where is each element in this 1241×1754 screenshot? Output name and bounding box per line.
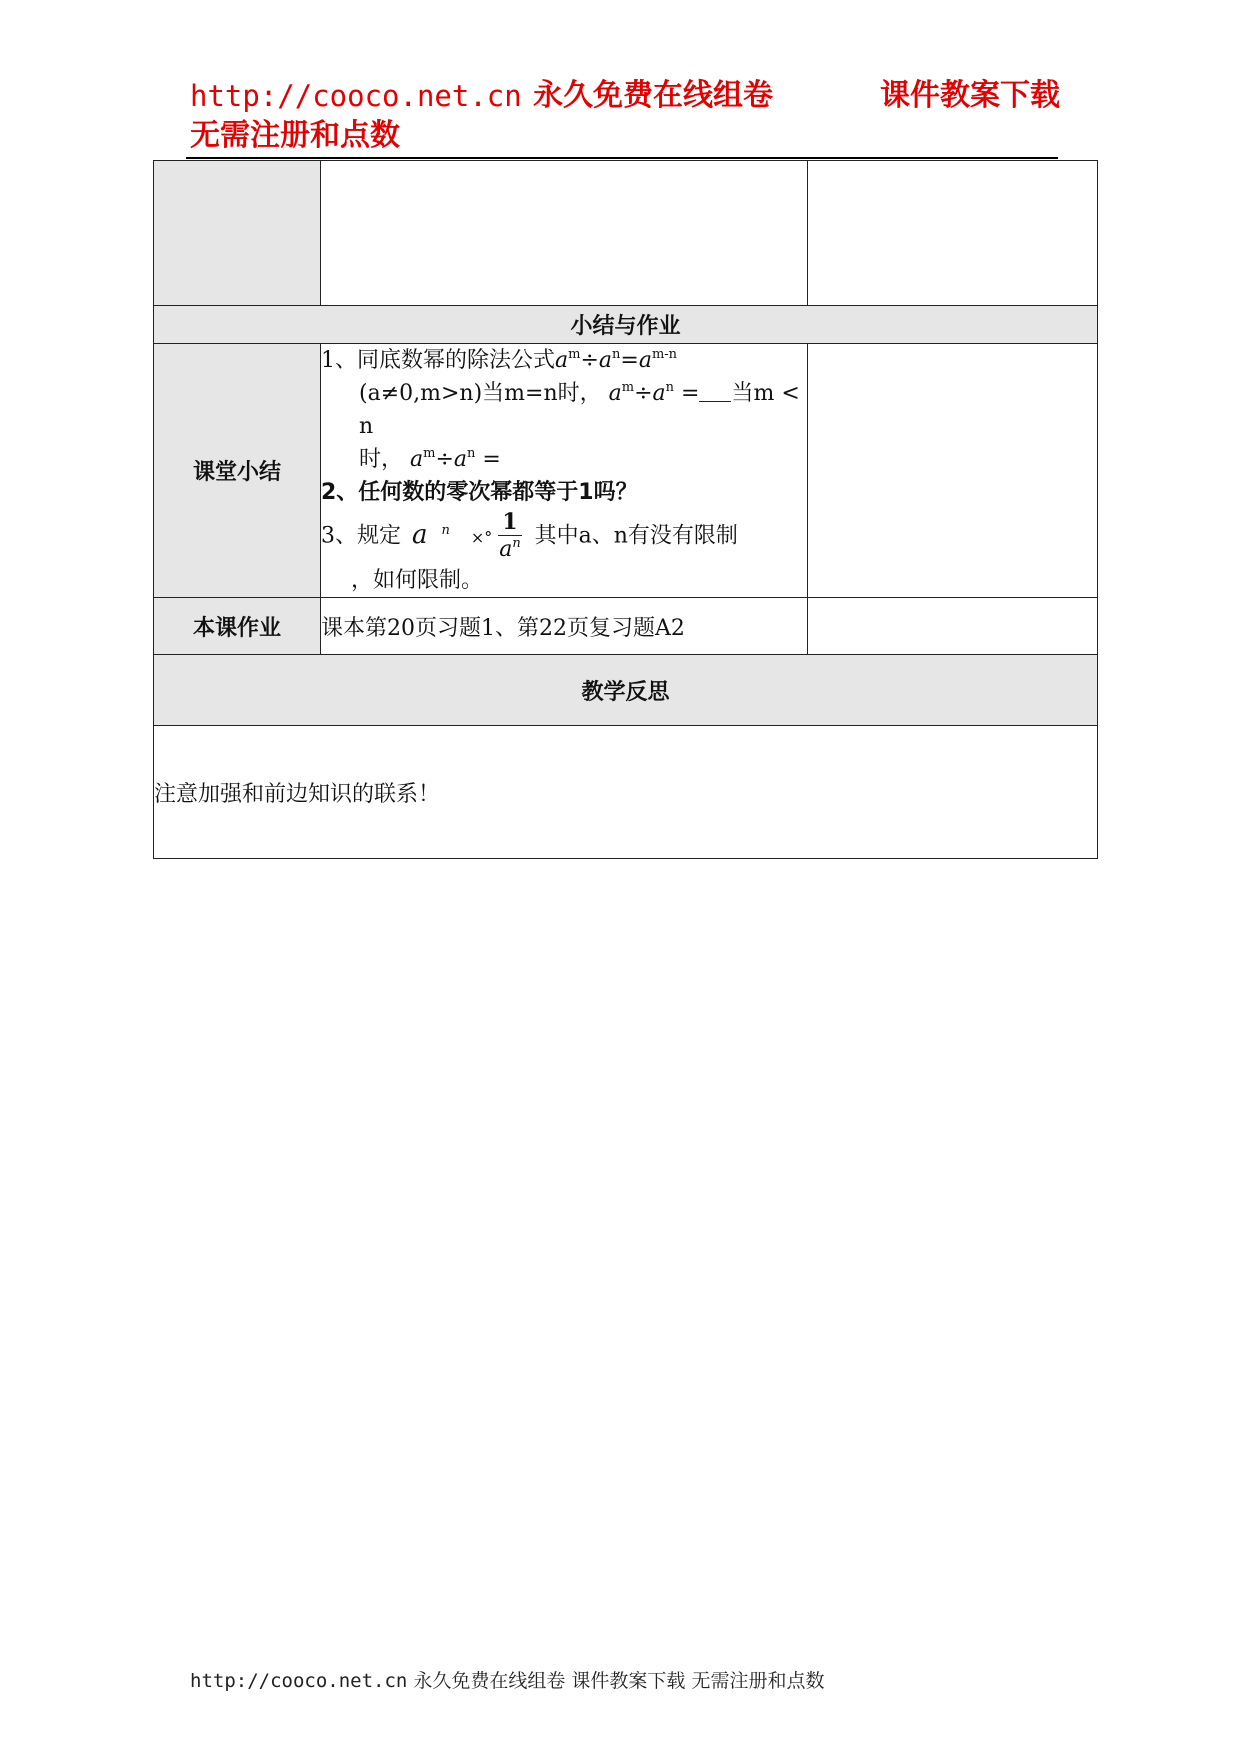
- summary-item-3: 3、规定 a $^n$ ×° $\frac{1}{a^n}$ 其中a、n有没有限制: [321, 509, 738, 562]
- header-text-no-register: 无需注册和点数: [190, 118, 400, 153]
- reflection-section-title: 教学反思: [154, 655, 1098, 726]
- class-summary-label: 课堂小结: [154, 344, 321, 598]
- summary-item-2: 2、任何数的零次幂都等于1吗？: [321, 480, 638, 505]
- homework-label: 本课作业: [154, 598, 321, 655]
- homework-row: [154, 598, 1098, 655]
- class-summary-note-cell: [808, 344, 1098, 598]
- header-text-courseware: 课件教案下载: [880, 78, 1060, 113]
- summary-section-title: 小结与作业: [154, 306, 1098, 344]
- class-summary-content: [321, 344, 808, 598]
- summary-item-1: 1、同底数幂的除法公式$a^m\div a^n=a^{m-n}$: [321, 347, 678, 373]
- top-content-cell: [321, 161, 808, 306]
- reflection-content: 注意加强和前边知识的联系！: [154, 726, 1098, 859]
- page-footer: [190, 1666, 824, 1693]
- summary-item-3-line2: ，如何限制。: [351, 568, 484, 593]
- lesson-table: [153, 160, 1098, 859]
- header-divider: [186, 157, 1058, 159]
- summary-item-1-line2: (a≠0,m>n)当m=n时， $a^m\div a^n$ = 当m < n: [359, 380, 800, 439]
- top-note-cell: [808, 161, 1098, 306]
- homework-content: 课本第20页习题1、第22页复习题A2: [321, 598, 808, 655]
- fill-blank: [699, 383, 731, 402]
- top-continuation-row: [154, 161, 1098, 306]
- header-text-free-exam: 永久免费在线组卷: [533, 78, 773, 113]
- top-label-cell: [154, 161, 321, 306]
- summary-item-1-line3: 时， $a^m\div a^n$ =: [359, 446, 501, 472]
- reflection-row: [154, 726, 1098, 859]
- reflection-section-header-row: [154, 655, 1098, 726]
- footer-url-link[interactable]: http://cooco.net.cn: [190, 1670, 408, 1692]
- fraction-formula: $\frac{1}{a^n}$: [499, 509, 521, 562]
- site-header: [190, 76, 1060, 156]
- footer-text: 永久免费在线组卷 课件教案下载 无需注册和点数: [413, 1670, 825, 1692]
- class-summary-row: [154, 344, 1098, 598]
- header-url-link[interactable]: http://cooco.net.cn: [190, 79, 522, 113]
- summary-section-header-row: [154, 306, 1098, 344]
- homework-note-cell: [808, 598, 1098, 655]
